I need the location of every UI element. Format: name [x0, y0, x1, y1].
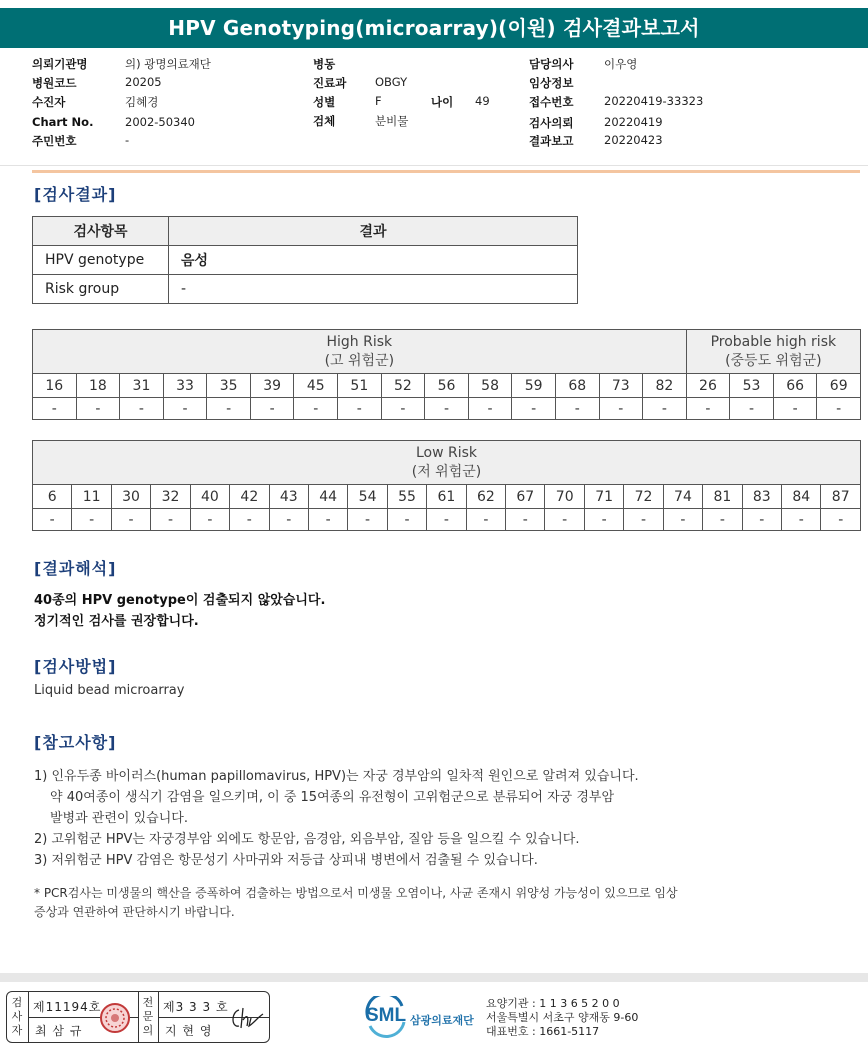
hpv-result-cell: -	[387, 509, 426, 531]
interpretation-line: 정기적인 검사를 권장합니다.	[34, 614, 199, 629]
table-cell: -	[169, 275, 578, 304]
hpv-result-cell: -	[338, 398, 382, 420]
hpv-type-cell: 43	[269, 485, 308, 509]
hpv-result-cell: -	[643, 398, 687, 420]
examiner-name: 최 삼 규	[35, 1024, 83, 1038]
hpv-result-cell: -	[230, 509, 269, 531]
hpv-type-cell: 53	[730, 374, 774, 398]
info-label: 검체	[313, 114, 336, 128]
hpv-result-cell: -	[742, 509, 781, 531]
hpv-type-cell: 84	[782, 485, 821, 509]
info-label: Chart No.	[32, 115, 94, 129]
hpv-result-cell: -	[663, 509, 702, 531]
hpv-result-cell: -	[72, 509, 111, 531]
hpv-result-cell: -	[703, 509, 742, 531]
info-value: 분비물	[375, 114, 409, 128]
divider	[138, 992, 139, 1042]
info-value: 의) 광명의료재단	[125, 57, 211, 71]
hpv-type-cell: 59	[512, 374, 556, 398]
table-header: 결과	[169, 217, 578, 246]
hpv-type-cell: 55	[387, 485, 426, 509]
hpv-type-cell: 52	[381, 374, 425, 398]
probable-high-risk-label: Probable high risk	[710, 333, 837, 350]
org-name: 삼광의료재단	[410, 1014, 474, 1027]
hpv-type-cell: 45	[294, 374, 338, 398]
hpv-result-cell: -	[686, 398, 730, 420]
table-cell: HPV genotype	[33, 246, 169, 275]
info-value: 20220419	[604, 115, 663, 129]
hpv-result-cell: -	[151, 509, 190, 531]
info-label: 담당의사	[529, 57, 574, 71]
hpv-type-cell: 62	[466, 485, 505, 509]
hpv-result-cell: -	[76, 398, 120, 420]
hpv-result-cell: -	[120, 398, 164, 420]
info-value: OBGY	[375, 75, 408, 89]
hpv-result-cell: -	[730, 398, 774, 420]
hpv-type-cell: 33	[163, 374, 207, 398]
hpv-result-cell: -	[545, 509, 584, 531]
hpv-type-cell: 70	[545, 485, 584, 509]
hpv-result-cell: -	[427, 509, 466, 531]
hpv-type-cell: 40	[190, 485, 229, 509]
hpv-result-cell: -	[381, 398, 425, 420]
hpv-type-cell: 61	[427, 485, 466, 509]
hpv-result-cell: -	[821, 509, 861, 531]
high-risk-sublabel: (고 위험군)	[324, 352, 395, 369]
table-row	[33, 275, 578, 304]
info-label: 병동	[313, 57, 336, 71]
org-code: 요양기관 : 1 1 3 6 5 2 0 0	[486, 997, 620, 1010]
specialist-number: 제3 3 3 호	[163, 1000, 229, 1014]
method-text: Liquid bead microarray	[34, 683, 185, 698]
info-label: 접수번호	[529, 95, 574, 109]
reference-item: 발병과 관련이 있습니다.	[50, 811, 188, 826]
probable-high-risk-sublabel: (중등도 위험군)	[725, 352, 822, 369]
info-value: 20205	[125, 75, 162, 89]
info-label: 병원코드	[32, 76, 77, 90]
hpv-type-cell: 73	[599, 374, 643, 398]
hpv-type-cell: 11	[72, 485, 111, 509]
info-label: 결과보고	[529, 134, 574, 148]
table-cell: 음성	[169, 246, 578, 275]
hpv-result-cell: -	[624, 509, 663, 531]
hpv-type-cell: 18	[76, 374, 120, 398]
hpv-type-cell: 44	[308, 485, 347, 509]
hpv-type-cell: 51	[338, 374, 382, 398]
hpv-result-cell: -	[555, 398, 599, 420]
hpv-type-cell: 30	[111, 485, 150, 509]
hpv-result-cell: -	[348, 509, 387, 531]
hpv-type-cell: 69	[817, 374, 861, 398]
seal-stamp-icon	[99, 1002, 131, 1034]
reference-list	[34, 766, 834, 871]
info-value: -	[125, 133, 130, 147]
hpv-result-cell: -	[506, 509, 545, 531]
logo-text: SML	[366, 1005, 407, 1026]
hpv-type-cell: 31	[120, 374, 164, 398]
hpv-type-cell: 68	[555, 374, 599, 398]
info-label: 진료과	[313, 76, 347, 90]
hpv-result-cell: -	[512, 398, 556, 420]
info-value: 이우영	[604, 57, 638, 71]
result-table	[32, 216, 578, 304]
reference-item: 2) 고위험군 HPV는 자궁경부암 외에도 항문암, 음경암, 외음부암, 질암 등을 일으킬 수 있습니다.	[34, 832, 580, 847]
high-risk-header	[33, 330, 687, 374]
hpv-result-cell: -	[773, 398, 817, 420]
hpv-result-cell: -	[817, 398, 861, 420]
section-title-reference: [참고사항]	[34, 733, 117, 752]
hpv-type-cell: 71	[584, 485, 623, 509]
reference-item: 약 40여종이 생식기 감염을 일으키며, 이 중 15여종의 유전형이 고위험군으로 분류되어 자궁 경부암	[50, 790, 615, 805]
info-label: 나이	[431, 95, 454, 109]
hpv-result-cell: -	[782, 509, 821, 531]
report-title: HPV Genotyping(microarray)(이원) 검사결과보고서	[0, 8, 868, 48]
hpv-type-cell: 74	[663, 485, 702, 509]
hpv-type-cell: 39	[250, 374, 294, 398]
hpv-result-cell: -	[308, 509, 347, 531]
section-title-result: [검사결과]	[34, 185, 117, 204]
hpv-type-cell: 26	[686, 374, 730, 398]
info-label: 임상정보	[529, 76, 574, 90]
hpv-type-cell: 56	[425, 374, 469, 398]
signature-box	[6, 991, 270, 1043]
hpv-result-cell: -	[111, 509, 150, 531]
hpv-result-cell: -	[190, 509, 229, 531]
info-value: 49	[475, 94, 490, 108]
footnote	[34, 884, 834, 922]
info-value: 20220423	[604, 133, 663, 147]
examiner-number: 제11194호	[33, 1000, 102, 1014]
org-phone: 대표번호 : 1661-5117	[486, 1025, 600, 1038]
section-title-interpretation: [결과해석]	[34, 559, 117, 578]
specialist-name: 지 현 영	[165, 1024, 213, 1038]
reference-item: 1) 인유두종 바이러스(human papillomavirus, HPV)는 자궁 경부암의 일차적 원인으로 알려져 있습니다.	[34, 769, 639, 784]
hpv-type-cell: 58	[468, 374, 512, 398]
hpv-type-cell: 66	[773, 374, 817, 398]
hpv-type-cell: 82	[643, 374, 687, 398]
probable-high-risk-header	[686, 330, 860, 374]
hpv-type-cell: 83	[742, 485, 781, 509]
hpv-type-cell: 32	[151, 485, 190, 509]
hpv-result-cell: -	[33, 509, 72, 531]
hpv-type-cell: 35	[207, 374, 251, 398]
table-header: 검사항목	[33, 217, 169, 246]
high-risk-table	[32, 329, 861, 420]
org-address: 서울특별시 서초구 양재동 9-60	[486, 1011, 639, 1024]
interpretation-text	[34, 590, 325, 632]
high-risk-label: High Risk	[326, 333, 393, 350]
divider	[0, 165, 868, 166]
reference-item: 3) 저위험군 HPV 감염은 항문성기 사마귀와 저등급 상피내 병변에서 검출될 수 있습니다.	[34, 853, 538, 868]
hpv-result-cell: -	[269, 509, 308, 531]
hpv-result-cell: -	[250, 398, 294, 420]
hpv-result-cell: -	[584, 509, 623, 531]
footer-divider	[0, 973, 868, 982]
low-risk-header	[33, 441, 861, 485]
low-risk-sublabel: (저 위험군)	[411, 463, 482, 480]
specialist-label: 전 문 의	[142, 996, 154, 1037]
hpv-type-cell: 42	[230, 485, 269, 509]
hpv-result-cell: -	[466, 509, 505, 531]
hpv-result-cell: -	[163, 398, 207, 420]
info-label: 성별	[313, 95, 336, 109]
hpv-result-cell: -	[33, 398, 77, 420]
low-risk-label: Low Risk	[415, 444, 478, 461]
table-row	[33, 246, 578, 275]
low-risk-table	[32, 440, 861, 531]
info-value: 20220419-33323	[604, 94, 704, 108]
hpv-result-cell: -	[294, 398, 338, 420]
section-title-method: [검사방법]	[34, 657, 117, 676]
examiner-label: 검 사 자	[11, 996, 23, 1037]
signature-icon	[229, 1004, 265, 1034]
hpv-result-cell: -	[599, 398, 643, 420]
hpv-type-cell: 87	[821, 485, 861, 509]
hpv-type-cell: 54	[348, 485, 387, 509]
info-value: F	[375, 94, 382, 108]
interpretation-line: 40종의 HPV genotype이 검출되지 않았습니다.	[34, 593, 326, 608]
footnote-line: * PCR검사는 미생물의 핵산을 증폭하여 검출하는 방법으로서 미생물 오염이나, 사균 존재시 위양성 가능성이 있으므로 임상	[34, 886, 678, 900]
org-address-block	[486, 997, 638, 1039]
info-label: 수진자	[32, 95, 66, 109]
footnote-line: 증상과 연관하여 판단하시기 바랍니다.	[34, 905, 235, 919]
info-label: 의뢰기관명	[32, 57, 88, 71]
hpv-type-cell: 72	[624, 485, 663, 509]
table-cell: Risk group	[33, 275, 169, 304]
hpv-result-cell: -	[207, 398, 251, 420]
hpv-type-cell: 81	[703, 485, 742, 509]
hpv-type-cell: 6	[33, 485, 72, 509]
hpv-type-cell: 16	[33, 374, 77, 398]
info-label: 검사의뢰	[529, 116, 574, 130]
info-label: 주민번호	[32, 134, 77, 148]
hpv-type-cell: 67	[506, 485, 545, 509]
info-value: 2002-50340	[125, 115, 195, 129]
hpv-result-cell: -	[425, 398, 469, 420]
hpv-result-cell: -	[468, 398, 512, 420]
info-value: 김혜경	[125, 95, 159, 109]
divider	[32, 170, 860, 173]
